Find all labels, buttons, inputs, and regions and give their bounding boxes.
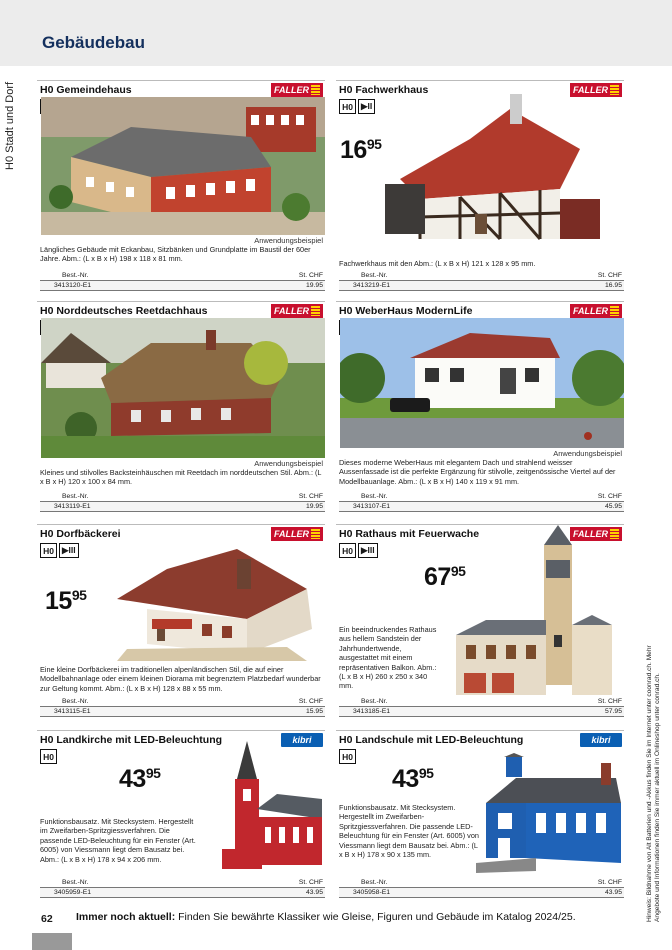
footer-note: Immer noch aktuell: Finden Sie bewährte Klassiker wie Gleise, Figuren und Gebäude im Katalog 2024/25. (76, 911, 576, 923)
order-table: Best.-Nr. St. CHF 3413115-E1 15.95 (40, 698, 325, 717)
order-number: 3405959-E1 (54, 889, 92, 896)
scale-badge: ▶III (59, 543, 79, 558)
big-price: $16^{95}$ (340, 136, 382, 164)
page-number: 62 (41, 913, 53, 925)
product-image[interactable] (41, 318, 325, 458)
order-price: 57.95 (604, 708, 622, 715)
product-card[interactable] (37, 80, 325, 296)
order-table: Best.-Nr. St. CHF 3405959-E1 43.95 (40, 879, 325, 898)
brand-logo: kibri (281, 733, 323, 747)
product-title: H0 Landkirche mit LED-Beleuchtung (40, 734, 223, 746)
product-card[interactable] (336, 301, 624, 519)
product-description: Dieses moderne WeberHaus mit elegantem Dach und strahlend weisser Aussenfassade ist die perfekte Ergänzung für stilvolle, zeitgenössische Viertel auf der Modellbauanlage. Abm.: (L x B x H) 140 x 119 x 91 mm. (339, 458, 616, 486)
product-image[interactable] (446, 525, 624, 705)
order-price: 45.95 (604, 503, 622, 510)
product-card[interactable] (37, 730, 325, 906)
product-title: H0 Fachwerkhaus (339, 84, 429, 96)
product-card[interactable] (336, 80, 624, 296)
product-title: H0 WeberHaus ModernLife (339, 305, 473, 317)
scale-badge: H0 (339, 99, 356, 114)
scale-badge: H0 (339, 749, 356, 764)
product-image[interactable] (107, 539, 317, 663)
big-price: $15^{95}$ (45, 587, 87, 615)
order-number: 3413107-E1 (353, 503, 391, 510)
scale-badge: H0 (339, 543, 356, 558)
order-number: 3413219-E1 (353, 282, 391, 289)
order-number: 3413115-E1 (54, 708, 91, 715)
order-table: Best.-Nr. St. CHF 3405958-E1 43.95 (339, 879, 624, 898)
page-tab (32, 933, 72, 950)
product-card[interactable] (336, 730, 624, 906)
brand-logo: kibri (580, 733, 622, 747)
legal-note: Hinweis: Bildnahme von Alt Batterien und -Akkus finden Sie im Internet unter coonrad.ch. Mehr Angebote und Informationen finden Sie immer aktuell im Onlineshop unter conrad.ch. (646, 645, 661, 922)
order-table: Best.-Nr. St. CHF 3413107-E1 45.95 (339, 493, 624, 512)
brand-logo: FALLER (570, 527, 622, 541)
order-price: 43.95 (305, 889, 323, 896)
page-title: Gebäudebau (42, 33, 145, 52)
scale-badge: ▶III (358, 543, 378, 558)
product-description: Längliches Gebäude mit Eckanbau, Sitzbänken und Grundplatte im Baustil der 60er Jahre. Abm.: (L x B x H) 198 x 118 x 81 mm. (40, 245, 311, 264)
brand-logo: FALLER (271, 527, 323, 541)
order-price: 15.95 (305, 708, 323, 715)
order-table: Best.-Nr. St. CHF 3413119-E1 19.95 (40, 493, 325, 512)
order-table: Best.-Nr. St. CHF 3413185-E1 57.95 (339, 698, 624, 717)
order-price: 19.95 (305, 282, 323, 289)
brand-logo: FALLER (570, 304, 622, 318)
brand-logo: FALLER (271, 83, 323, 97)
order-price: 19.95 (305, 503, 323, 510)
product-image[interactable] (41, 97, 325, 235)
order-price: 16.95 (604, 282, 622, 289)
product-description: Kleines und stilvolles Backsteinhäuschen mit Reetdach im norddeutschen Stil. Abm.: (L x B x H) 120 x 100 x 84 mm. (40, 468, 322, 487)
product-title: H0 Gemeindehaus (40, 84, 132, 96)
page-header (0, 0, 672, 66)
scale-badge: ▶II (358, 99, 375, 114)
image-caption: Anwendungsbeispiel (254, 236, 323, 245)
product-image[interactable] (217, 739, 325, 873)
product-image[interactable] (340, 318, 624, 448)
product-description: Funktionsbausatz. Mit Stecksystem. Hergestellt im Zweifarben-Spritzgiessverfahren. Die passende LED-Beleuchtung für ein Fenster (Art. 6005) von Viessmann liegt dem Bausatz bei. Abm.: (L x B x H) 178 x 94 x 206 mm. (40, 817, 196, 864)
side-section-label: H0 Stadt und Dorf (4, 82, 16, 171)
product-description: Funktionsbausatz. Mit Stecksystem. Hergestellt im Zweifarben-Spritzgiessverfahren. Die passende LED-Beleuchtung für ein Fenster (Art. 6005) von Viessmann liegt dem Bausatz bei. Abm.: (L x B x H) 178 x 90 x 135 mm. (339, 803, 479, 860)
big-price: $67^{95}$ (424, 563, 466, 591)
brand-logo: FALLER (271, 304, 323, 318)
order-table: Best.-Nr. St. CHF 3413120-E1 19.95 (40, 272, 325, 291)
product-title: H0 Dorfbäckerei (40, 528, 121, 540)
product-card[interactable] (37, 524, 325, 724)
product-description: Eine kleine Dorfbäckerei im traditionellen alpenländischen Stil, die auf einer Modellbahnanlage oder einem kleinen Diorama mit begrenztem Platzbedarf wunderbar zur Geltung kommt. Abm.: (L x B x H) 128 x 88 x 55 mm. (40, 665, 321, 693)
order-number: 3413120-E1 (54, 282, 92, 289)
big-price: $43^{95}$ (392, 765, 434, 793)
product-description: Ein beeindruckendes Rathaus aus hellem Sandstein der Jahrhundertwende, ausgestattet mit einem repräsentativen Balkon. Abm.: (L x B x H) 260 x 250 x 340 mm. (339, 625, 437, 691)
scale-badge: H0 (40, 543, 57, 558)
order-number: 3405958-E1 (353, 889, 391, 896)
order-number: 3413119-E1 (54, 503, 91, 510)
product-description: Fachwerkhaus mit den Abm.: (L x B x H) 121 x 128 x 95 mm. (339, 259, 536, 268)
product-title: H0 Norddeutsches Reetdachhaus (40, 305, 208, 317)
product-card[interactable] (37, 301, 325, 519)
order-number: 3413185-E1 (353, 708, 391, 715)
brand-logo: FALLER (570, 83, 622, 97)
product-title: H0 Landschule mit LED-Beleuchtung (339, 734, 524, 746)
scale-badge: H0 (40, 749, 57, 764)
product-image[interactable] (380, 89, 620, 247)
image-caption: Anwendungsbeispiel (254, 459, 323, 468)
order-table: Best.-Nr. St. CHF 3413219-E1 16.95 (339, 272, 624, 291)
big-price: $43^{95}$ (119, 765, 161, 793)
product-image[interactable] (476, 753, 624, 875)
image-caption: Anwendungsbeispiel (553, 449, 622, 458)
product-title: H0 Rathaus mit Feuerwache (339, 528, 480, 540)
order-price: 43.95 (604, 889, 622, 896)
product-card[interactable] (336, 524, 624, 724)
